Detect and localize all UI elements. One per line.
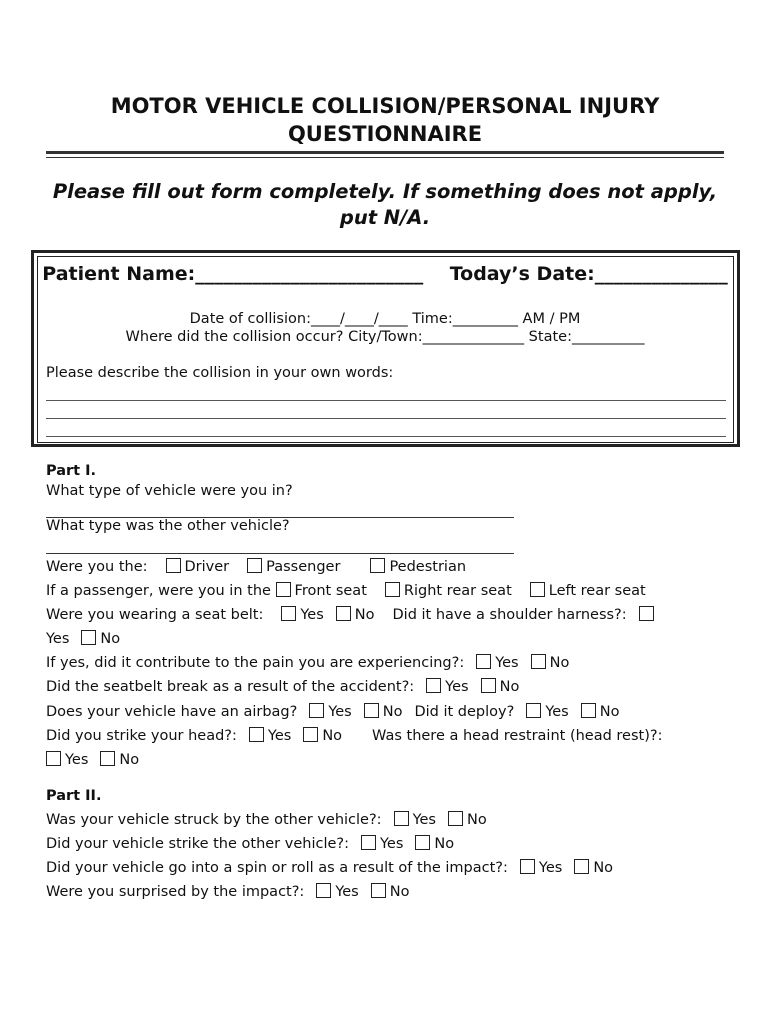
contribute-yes-checkbox[interactable]: [476, 654, 491, 669]
role-row: [46, 557, 466, 577]
seatbelt-break-no-label: No: [499, 679, 520, 695]
left-rear-seat-label: Left rear seat: [548, 583, 646, 599]
title-divider-thin: [46, 157, 724, 158]
contribute-no-checkbox[interactable]: [531, 654, 546, 669]
struck-yes-checkbox[interactable]: [394, 811, 409, 826]
strike-head-yes-label: Yes: [267, 728, 292, 744]
airbag-no-label: No: [382, 704, 403, 720]
airbag-row: [46, 702, 619, 722]
head-restraint-row: [46, 750, 139, 770]
todays-date-field[interactable]: Today’s Date:______________: [449, 263, 728, 285]
strike-yes-label: Yes: [379, 836, 404, 852]
front-seat-label: Front seat: [294, 583, 367, 599]
strike-head-no-checkbox[interactable]: [303, 727, 318, 742]
description-line-2[interactable]: [46, 418, 726, 419]
deploy-question: Did it deploy?: [414, 704, 515, 720]
airbag-no-checkbox[interactable]: [364, 703, 379, 718]
pedestrian-label: Pedestrian: [389, 559, 467, 575]
spin-question: Did your vehicle go into a spin or roll as a result of the impact?:: [46, 860, 508, 876]
deploy-yes-checkbox[interactable]: [526, 703, 541, 718]
strike-no-label: No: [434, 836, 455, 852]
strike-head-yes-checkbox[interactable]: [249, 727, 264, 742]
patient-name-field[interactable]: Patient Name:________________________: [42, 263, 424, 285]
shoulder-harness-no-checkbox[interactable]: [81, 630, 96, 645]
seat-row: [46, 581, 646, 601]
strike-head-question: Did you strike your head?:: [46, 728, 237, 744]
contribute-question: If yes, did it contribute to the pain you are experiencing?:: [46, 655, 465, 671]
deploy-no-label: No: [599, 704, 620, 720]
instructions: Please fill out form completely. If something does not apply, put N/A.: [52, 180, 718, 229]
strike-no-checkbox[interactable]: [415, 835, 430, 850]
shoulder-row: [46, 629, 120, 649]
collision-location-field[interactable]: Where did the collision occur? City/Town:______________ State:__________: [125, 329, 645, 345]
shoulder-harness-yes-label: Yes: [46, 631, 70, 647]
head-restraint-yes-label: Yes: [65, 752, 89, 768]
passenger-label: Passenger: [266, 559, 341, 575]
seatbelt-break-yes-checkbox[interactable]: [426, 678, 441, 693]
surprised-no-checkbox[interactable]: [371, 883, 386, 898]
seatbelt-no-checkbox[interactable]: [336, 606, 351, 621]
spin-no-label: No: [593, 860, 614, 876]
strike-question: Did your vehicle strike the other vehicle?:: [46, 836, 349, 852]
role-question: Were you the:: [46, 559, 148, 575]
shoulder-harness-yes-checkbox[interactable]: [639, 606, 654, 621]
struck-question: Was your vehicle struck by the other vehicle?:: [46, 812, 382, 828]
surprised-row: [46, 882, 409, 902]
struck-no-checkbox[interactable]: [448, 811, 463, 826]
seatbelt-break-yes-label: Yes: [445, 679, 469, 695]
collision-date-time-field[interactable]: Date of collision:____/____/____ Time:_________ AM / PM: [189, 311, 581, 327]
passenger-seat-question: If a passenger, were you in the: [46, 583, 271, 599]
vehicle-type-question: What type of vehicle were you in?: [46, 483, 293, 499]
patient-name-and-date: [40, 262, 730, 287]
driver-label: Driver: [184, 559, 230, 575]
strike-head-no-label: No: [322, 728, 343, 744]
seatbelt-row: [46, 605, 658, 625]
other-vehicle-question: What type was the other vehicle?: [46, 518, 290, 534]
part-2-heading: Part II.: [46, 788, 102, 804]
seatbelt-yes-checkbox[interactable]: [281, 606, 296, 621]
front-seat-checkbox[interactable]: [276, 582, 291, 597]
shoulder-harness-no-label: No: [100, 631, 121, 647]
airbag-yes-label: Yes: [328, 704, 352, 720]
seatbelt-question: Were you wearing a seat belt:: [46, 607, 264, 623]
airbag-question: Does your vehicle have an airbag?: [46, 704, 298, 720]
struck-no-label: No: [466, 812, 487, 828]
right-rear-seat-label: Right rear seat: [403, 583, 512, 599]
seatbelt-yes-label: Yes: [300, 607, 324, 623]
struck-row: [46, 810, 487, 830]
spin-no-checkbox[interactable]: [574, 859, 589, 874]
seatbelt-no-label: No: [354, 607, 375, 623]
form-title: MOTOR VEHICLE COLLISION/PERSONAL INJURY QUESTIONNAIRE: [110, 94, 660, 146]
spin-yes-label: Yes: [538, 860, 563, 876]
seatbelt-break-row: [46, 677, 519, 697]
contribute-yes-label: Yes: [495, 655, 519, 671]
shoulder-harness-question: Did it have a shoulder harness?:: [392, 607, 627, 623]
spin-row: [46, 858, 613, 878]
left-rear-seat-checkbox[interactable]: [530, 582, 545, 597]
contribute-row: [46, 653, 569, 673]
deploy-yes-label: Yes: [545, 704, 569, 720]
seatbelt-break-no-checkbox[interactable]: [481, 678, 496, 693]
strike-row: [46, 834, 454, 854]
description-line-3[interactable]: [46, 436, 726, 437]
head-restraint-no-checkbox[interactable]: [100, 751, 115, 766]
struck-yes-label: Yes: [412, 812, 436, 828]
right-rear-seat-checkbox[interactable]: [385, 582, 400, 597]
airbag-yes-checkbox[interactable]: [309, 703, 324, 718]
contribute-no-label: No: [549, 655, 570, 671]
description-line-1[interactable]: [46, 400, 726, 401]
describe-prompt: Please describe the collision in your own words:: [46, 365, 394, 381]
head-row: [46, 726, 662, 746]
title-divider-thick: [46, 151, 724, 154]
deploy-no-checkbox[interactable]: [581, 703, 596, 718]
surprised-question: Were you surprised by the impact?:: [46, 884, 305, 900]
pedestrian-checkbox[interactable]: [370, 558, 385, 573]
driver-checkbox[interactable]: [166, 558, 181, 573]
seatbelt-break-question: Did the seatbelt break as a result of the accident?:: [46, 679, 415, 695]
passenger-checkbox[interactable]: [247, 558, 262, 573]
surprised-yes-label: Yes: [335, 884, 359, 900]
surprised-yes-checkbox[interactable]: [316, 883, 331, 898]
head-restraint-yes-checkbox[interactable]: [46, 751, 61, 766]
part-1-heading: Part I.: [46, 463, 97, 479]
spin-yes-checkbox[interactable]: [520, 859, 535, 874]
head-restraint-no-label: No: [119, 752, 140, 768]
head-restraint-question: Was there a head restraint (head rest)?:: [372, 728, 663, 744]
strike-yes-checkbox[interactable]: [361, 835, 376, 850]
other-vehicle-answer-line[interactable]: [46, 553, 514, 554]
surprised-no-label: No: [389, 884, 410, 900]
